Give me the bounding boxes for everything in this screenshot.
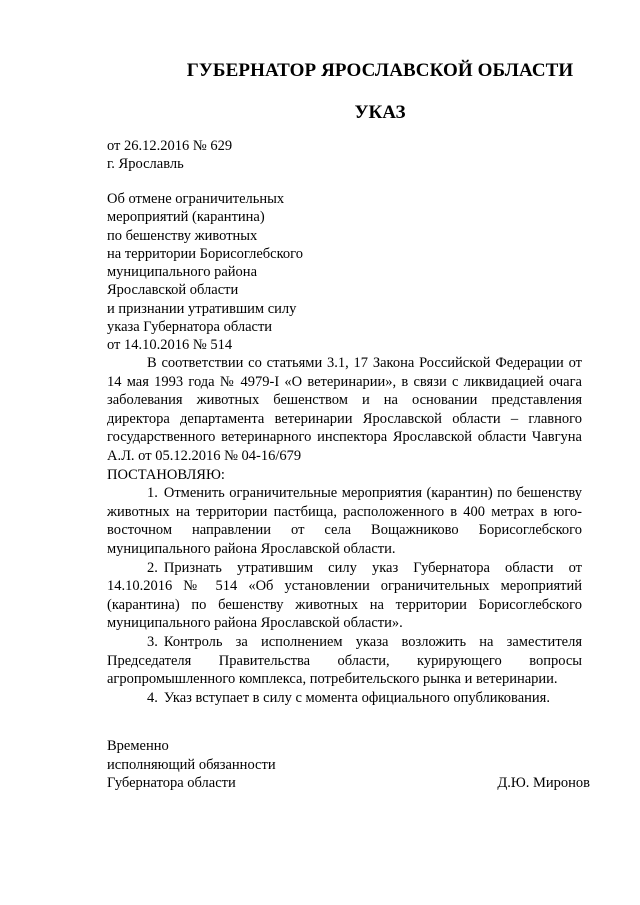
- item-text: Указ вступает в силу с момента официального опубликования.: [163, 689, 550, 706]
- item-text: Признать утратившим силу указ Губернатора области от 14.10.2016 № 514 «Об установлении ограничительных мероприятий (карантина) по бешенству животных на территории Борисоглебского муниципального района Ярославской области».: [107, 559, 582, 632]
- decree-item-4: [107, 689, 582, 708]
- decree-item-3: [107, 633, 582, 689]
- signer-title-line: исполняющий обязанности: [107, 756, 276, 773]
- document-subject: [107, 190, 303, 355]
- signer-title-line: Временно: [107, 738, 169, 754]
- item-number: 2.: [147, 559, 158, 576]
- subject-line: на территории Борисоглебского: [107, 245, 304, 262]
- item-text: Контроль за исполнением указа возложить на заместителя Председателя Правительства области, курирующего вопросы агропромышленного комплекса, потребительского рынка и ветеринарии.: [107, 633, 582, 688]
- signer-name: Д.Ю. Миронов: [497, 775, 590, 791]
- subject-line: Ярославской области: [107, 282, 239, 299]
- item-number: 4.: [147, 689, 158, 706]
- subject-line: муниципального района: [107, 264, 257, 281]
- decree-item-1: [107, 484, 582, 558]
- signer-title-line: Губернатора области: [107, 775, 236, 791]
- document-date-number: от 26.12.2016 № 629: [107, 138, 233, 154]
- document-meta: [107, 137, 232, 173]
- decree-word: ПОСТАНОВЛЯЮ:: [107, 466, 225, 483]
- subject-line: указа Губернатора области: [107, 319, 273, 336]
- item-text: Отменить ограничительные мероприятия (карантин) по бешенству животных на территории пастбища, расположенного в 400 метрах в юго-восточном направлении от села Вощажниково Борисоглебского муниципального района Ярославской области.: [107, 485, 582, 557]
- preamble-paragraph: В соответствии со статьями 3.1, 17 Закона Российской Федерации от 14 мая 1993 года № 4979-I «О ветеринарии», в связи с ликвидацией очага заболевания животных бешенством и на основании представления директора департамента ветеринарии Ярославской области – главного государственного ветеринарного инспектора Ярославской области Чавгуна А.Л. от 05.12.2016 № 04-16/679: [107, 355, 582, 464]
- issuing-authority: ГУБЕРНАТОР ЯРОСЛАВСКОЙ ОБЛАСТИ: [186, 60, 574, 81]
- subject-line: мероприятий (карантина): [107, 209, 265, 226]
- item-number: 1.: [147, 485, 158, 502]
- item-number: 3.: [147, 633, 158, 650]
- subject-line: от 14.10.2016 № 514: [107, 337, 233, 354]
- subject-line: по бешенству животных: [107, 227, 258, 244]
- signer-row: [107, 774, 590, 793]
- subject-line: Об отмене ограничительных: [107, 191, 285, 207]
- decree-item-2: [107, 559, 582, 633]
- document-type: УКАЗ: [354, 102, 406, 123]
- signature-block: [107, 737, 590, 793]
- document-city: г. Ярославль: [107, 156, 184, 172]
- document-body: [107, 354, 582, 707]
- subject-line: и признании утратившим силу: [107, 300, 297, 317]
